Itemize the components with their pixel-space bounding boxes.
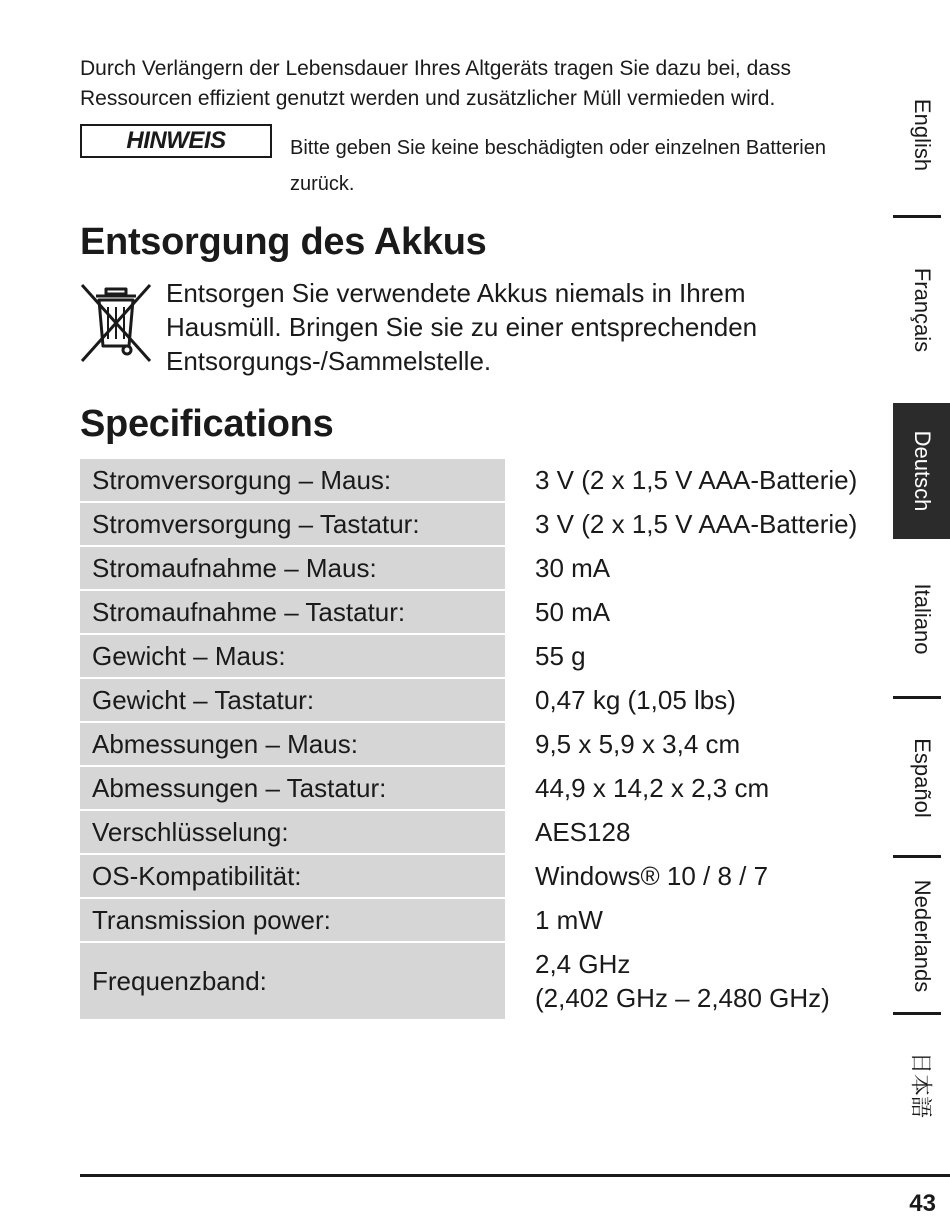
spec-label: Stromaufnahme – Maus: (80, 547, 505, 591)
table-row (80, 723, 870, 767)
tab-label: Nederlands (909, 879, 935, 993)
spec-value: 1 mW (505, 899, 870, 943)
table-row (80, 811, 870, 855)
tab-japanese[interactable] (893, 1020, 950, 1150)
tab-label: Deutsch (909, 430, 935, 512)
tab-english[interactable] (893, 60, 950, 210)
intro-paragraph: Durch Verlängern der Lebensdauer Ihres Altgeräts tragen Sie dazu bei, dass Ressourcen effizient genutzt werden und zusätzlicher Müll vermieden wird. (80, 57, 791, 110)
specifications-heading: Specifications (80, 403, 334, 445)
spec-value: 3 V (2 x 1,5 V AAA-Batterie) (505, 503, 870, 547)
spec-label: Abmessungen – Maus: (80, 723, 505, 767)
specifications-table (80, 459, 870, 1021)
spec-value: 44,9 x 14,2 x 2,3 cm (505, 767, 870, 811)
tab-label: 日本語 (908, 1051, 933, 1119)
spec-label: Abmessungen – Tastatur: (80, 767, 505, 811)
spec-label: Stromversorgung – Maus: (80, 459, 505, 503)
tab-label: Italiano (909, 583, 935, 655)
tab-label: English (909, 98, 935, 172)
spec-value: 3 V (2 x 1,5 V AAA-Batterie) (505, 459, 870, 503)
tab-deutsch[interactable] (893, 403, 950, 539)
table-row (80, 547, 870, 591)
spec-label: Stromversorgung – Tastatur: (80, 503, 505, 547)
spec-label: OS-Kompatibilität: (80, 855, 505, 899)
notice-label: HINWEIS (80, 124, 272, 158)
spec-value (505, 943, 870, 1021)
table-row (80, 459, 870, 503)
table-row (80, 767, 870, 811)
table-row (80, 855, 870, 899)
spec-value-line: 2,4 GHz (535, 949, 631, 979)
footer-divider (80, 1174, 950, 1177)
spec-label: Transmission power: (80, 899, 505, 943)
tab-espanol[interactable] (893, 703, 950, 853)
table-row (80, 591, 870, 635)
spec-value: AES128 (505, 811, 870, 855)
tab-italiano[interactable] (893, 546, 950, 692)
spec-label: Gewicht – Tastatur: (80, 679, 505, 723)
disposal-heading: Entsorgung des Akkus (80, 221, 487, 263)
table-row (80, 635, 870, 679)
disposal-text: Entsorgen Sie verwendete Akkus niemals in Ihrem Hausmüll. Bringen Sie sie zu einer entsprechenden Entsorgungs-/Sammelstelle. (166, 278, 758, 376)
tab-divider (893, 696, 941, 699)
notice-text: Bitte geben Sie keine beschädigten oder einzelnen Batterien zurück. (290, 137, 826, 195)
spec-value: Windows® 10 / 8 / 7 (505, 855, 870, 899)
spec-value: 55 g (505, 635, 870, 679)
spec-label: Verschlüsselung: (80, 811, 505, 855)
table-row (80, 899, 870, 943)
table-row (80, 679, 870, 723)
page-number: 43 (909, 1190, 936, 1217)
crossed-out-wheelie-bin-icon (78, 281, 154, 365)
spec-label: Frequenzband: (80, 943, 505, 1021)
spec-value: 0,47 kg (1,05 lbs) (505, 679, 870, 723)
table-row (80, 943, 870, 1021)
spec-label: Gewicht – Maus: (80, 635, 505, 679)
spec-label: Stromaufnahme – Tastatur: (80, 591, 505, 635)
spec-value-line: (2,402 GHz – 2,480 GHz) (535, 983, 830, 1013)
tab-francais[interactable] (893, 222, 950, 397)
spec-value: 9,5 x 5,9 x 3,4 cm (505, 723, 870, 767)
tab-label: Español (909, 738, 935, 818)
table-row (80, 503, 870, 547)
tab-divider (893, 855, 941, 858)
spec-value: 30 mA (505, 547, 870, 591)
tab-divider (893, 215, 941, 218)
tab-label: Français (909, 267, 935, 352)
spec-value: 50 mA (505, 591, 870, 635)
tab-divider (893, 1012, 941, 1015)
tab-nederlands[interactable] (893, 862, 950, 1010)
